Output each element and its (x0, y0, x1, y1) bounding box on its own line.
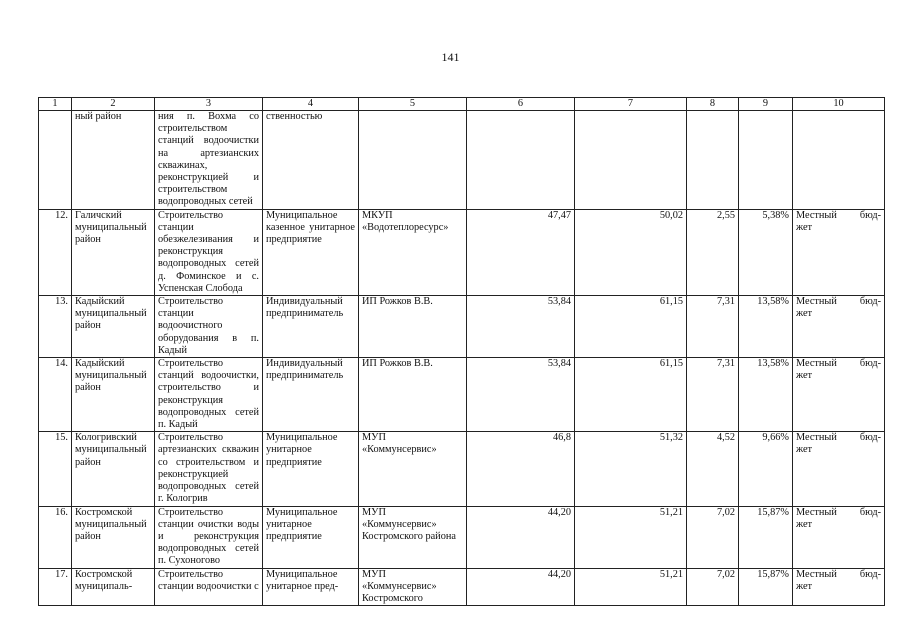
budget-word: жет (796, 580, 813, 592)
budget-word: Местный (796, 209, 837, 221)
cell-budget (793, 568, 885, 606)
budget-word: бюд- (859, 209, 881, 221)
budget-word: Местный (796, 506, 837, 518)
page-number: 141 (441, 50, 460, 64)
cell-c7 (575, 111, 687, 210)
cell-c3: ния п. Вохма со строительством станций водоочистки на артезианских скважинах, реконструкцией и строительством водопроводных сетей (155, 111, 263, 210)
cell-c3: Строительство станции водоочистки с (155, 568, 263, 606)
cell-c7: 61,15 (575, 296, 687, 358)
cell-c2: ный район (72, 111, 155, 210)
cell-c5 (359, 111, 467, 210)
cell-c7: 51,21 (575, 568, 687, 606)
cell-c2: Кадыйский муниципальный район (72, 358, 155, 432)
table-row (39, 568, 885, 606)
cell-c1: 16. (39, 506, 72, 568)
cell-c6: 47,47 (467, 209, 575, 295)
cell-c9: 5,38% (739, 209, 793, 295)
cell-c6: 53,84 (467, 296, 575, 358)
cell-c9: 13,58% (739, 358, 793, 432)
cell-c6 (467, 111, 575, 210)
cell-c3: Строительство артезианских скважин со строительством и реконструкцией водопроводных сетей г. Кологрив (155, 432, 263, 506)
cell-c1: 17. (39, 568, 72, 606)
cell-c9: 13,58% (739, 296, 793, 358)
cell-budget (793, 111, 885, 210)
cell-c8: 7,02 (687, 506, 739, 568)
cell-c4: ственностью (263, 111, 359, 210)
cell-c8: 4,52 (687, 432, 739, 506)
column-header: 3 (155, 98, 263, 111)
column-header: 9 (739, 98, 793, 111)
budget-word: Местный (796, 568, 837, 580)
budget-word: жет (796, 370, 813, 382)
column-header: 8 (687, 98, 739, 111)
budget-word: Местный (796, 296, 837, 308)
cell-c3: Строительство станции очистки воды и реконструкция водопроводных сетей п. Сухоногово (155, 506, 263, 568)
budget-word: бюд- (859, 432, 881, 444)
cell-c2: Костромской муниципальный район (72, 506, 155, 568)
column-header: 4 (263, 98, 359, 111)
cell-budget (793, 506, 885, 568)
budget-word: бюд- (859, 568, 881, 580)
table-row (39, 296, 885, 358)
budget-word: бюд- (859, 506, 881, 518)
budget-word: Местный (796, 358, 837, 370)
cell-c2: Кологривский муниципальный район (72, 432, 155, 506)
cell-c9: 15,87% (739, 568, 793, 606)
table-row (39, 209, 885, 295)
cell-c6: 46,8 (467, 432, 575, 506)
cell-c6: 44,20 (467, 506, 575, 568)
budget-word: Местный (796, 432, 837, 444)
cell-c4: Индивидуальный предприниматель (263, 296, 359, 358)
cell-c4: Индивидуальный предприниматель (263, 358, 359, 432)
cell-c7: 50,02 (575, 209, 687, 295)
cell-c3: Строительство станции обезжелезивания и реконструкция водопроводных сетей д. Фоминское и с. Успенская Слобода (155, 209, 263, 295)
cell-c5: МУП «Коммунсервис» Костромского (359, 568, 467, 606)
cell-c4: Муниципальное казенное унитарное предприятие (263, 209, 359, 295)
cell-c2: Галичский муниципальный район (72, 209, 155, 295)
cell-c1: 13. (39, 296, 72, 358)
cell-c4: Муниципальное унитарное предприятие (263, 506, 359, 568)
cell-c9 (739, 111, 793, 210)
cell-c8: 7,02 (687, 568, 739, 606)
cell-budget (793, 358, 885, 432)
cell-c2: Кадыйский муниципальный район (72, 296, 155, 358)
data-table (38, 97, 885, 606)
cell-c8 (687, 111, 739, 210)
budget-word: бюд- (859, 358, 881, 370)
cell-c5: ИП Рожков В.В. (359, 358, 467, 432)
budget-word: жет (796, 308, 813, 320)
cell-c7: 61,15 (575, 358, 687, 432)
cell-c8: 7,31 (687, 358, 739, 432)
cell-c4: Муниципальное унитарное предприятие (263, 432, 359, 506)
cell-c7: 51,32 (575, 432, 687, 506)
column-header: 1 (39, 98, 72, 111)
table-row (39, 432, 885, 506)
budget-word: жет (796, 518, 813, 530)
cell-c7: 51,21 (575, 506, 687, 568)
column-header: 6 (467, 98, 575, 111)
column-header: 2 (72, 98, 155, 111)
table-row (39, 358, 885, 432)
cell-budget (793, 432, 885, 506)
column-header: 7 (575, 98, 687, 111)
budget-word: жет (796, 221, 813, 233)
cell-c2: Костромской муниципаль- (72, 568, 155, 606)
cell-c5: МУП «Коммунсервис» Костромского района (359, 506, 467, 568)
cell-c1 (39, 111, 72, 210)
cell-c1: 14. (39, 358, 72, 432)
cell-c3: Строительство станций водоочистки, строительство и реконструкция водопроводных сетей п. Кадый (155, 358, 263, 432)
table-row (39, 506, 885, 568)
budget-word: жет (796, 444, 813, 456)
cell-budget (793, 296, 885, 358)
cell-c5: ИП Рожков В.В. (359, 296, 467, 358)
table-header-row (39, 98, 885, 111)
cell-c8: 2,55 (687, 209, 739, 295)
budget-word: бюд- (859, 296, 881, 308)
cell-c6: 44,20 (467, 568, 575, 606)
cell-c9: 9,66% (739, 432, 793, 506)
table-row (39, 111, 885, 210)
cell-c3: Строительство станции водоочистного оборудования в п. Кадый (155, 296, 263, 358)
cell-c9: 15,87% (739, 506, 793, 568)
cell-c1: 15. (39, 432, 72, 506)
cell-c5: МУП «Коммунсервис» (359, 432, 467, 506)
cell-c8: 7,31 (687, 296, 739, 358)
cell-c6: 53,84 (467, 358, 575, 432)
column-header: 10 (793, 98, 885, 111)
column-header: 5 (359, 98, 467, 111)
cell-c5: МКУП «Водотеплоресурс» (359, 209, 467, 295)
cell-c1: 12. (39, 209, 72, 295)
cell-c4: Муниципальное унитарное пред- (263, 568, 359, 606)
cell-budget (793, 209, 885, 295)
